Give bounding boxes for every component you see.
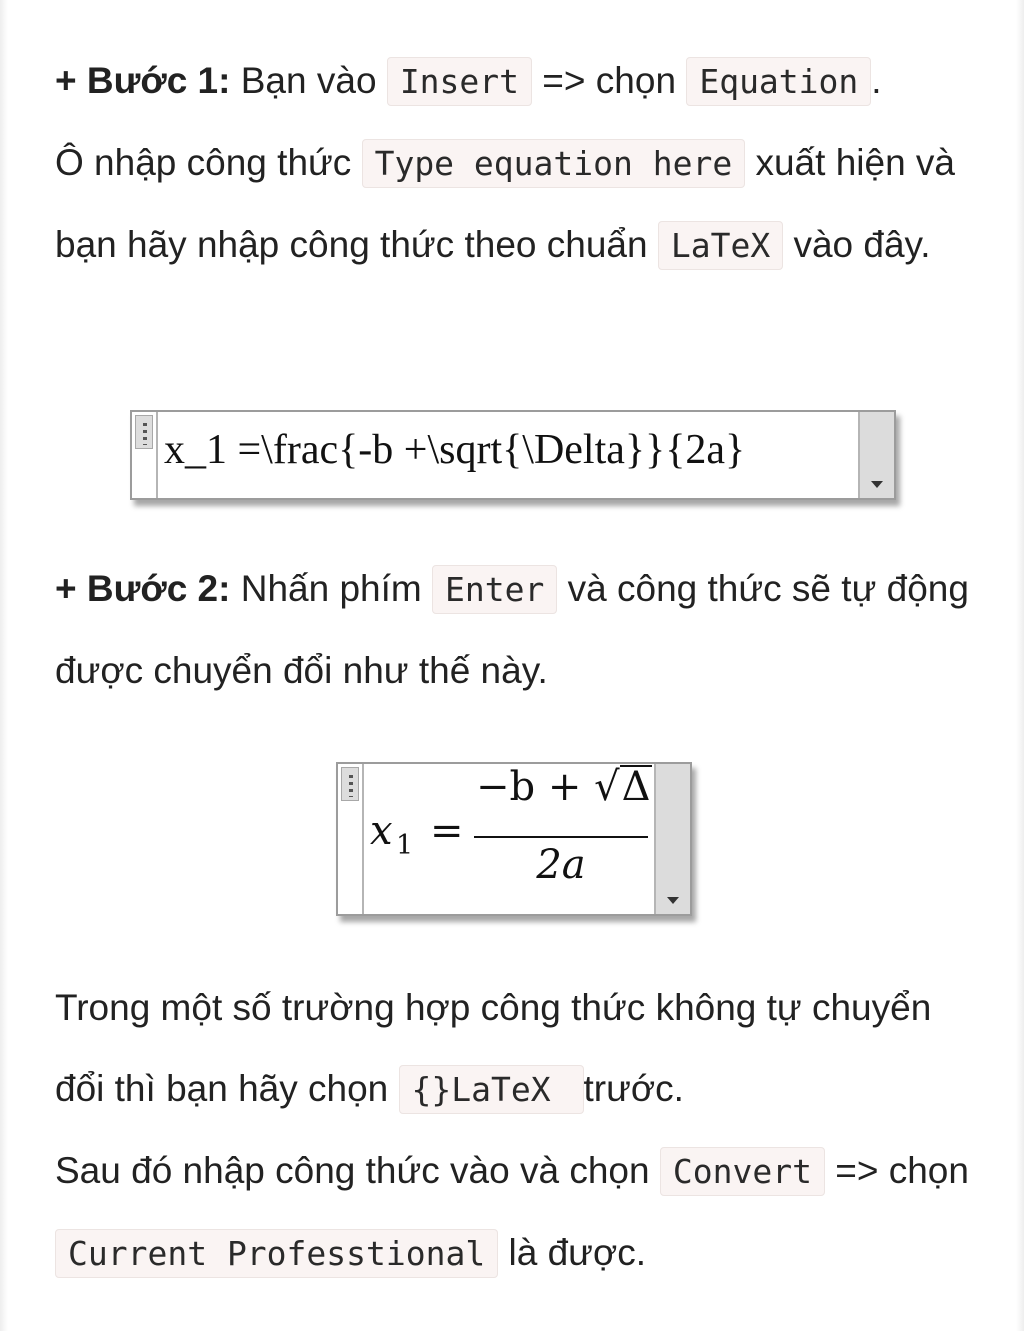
step1-text: vào đây. [783, 224, 931, 265]
step1-paragraph [55, 40, 980, 286]
step2-text: Nhấn phím [230, 568, 433, 609]
insert-code: Insert [387, 57, 532, 106]
latex-button-code: {}LaTeX [399, 1065, 584, 1114]
step1-text: . [871, 60, 882, 101]
page-left-edge [0, 0, 8, 1331]
equation-input-box[interactable] [130, 410, 896, 500]
step2-block [55, 548, 980, 711]
step2-paragraph [55, 548, 980, 711]
note-text: Sau đó nhập công thức vào và chọn [55, 1150, 660, 1191]
note-block [55, 967, 980, 1294]
drag-handle-icon[interactable] [135, 415, 153, 449]
fraction-bar [474, 836, 648, 838]
dropdown-arrow-icon [871, 481, 883, 488]
numerator-prefix: −b + √ [476, 764, 620, 810]
step2-text: và công thức sẽ tự động được chuyển đổi như thế này. [55, 568, 969, 691]
step1-text: Ô nhập công thức [55, 142, 362, 183]
note-text: => chọn [824, 1150, 969, 1191]
step1-label: + Bước 1: [55, 60, 231, 101]
equation-options-button[interactable] [654, 764, 690, 914]
step1-text: xuất hiện và bạn hãy nhập công thức theo chuẩn [55, 142, 956, 265]
formula-denominator: 2a [536, 842, 586, 888]
note-text: trước. [583, 1068, 684, 1109]
formula-variable: x [370, 808, 393, 854]
equation-code: Equation [686, 57, 871, 106]
note-text: Trong một số trường hợp công thức không tự chuyển đổi thì bạn hãy chọn [55, 987, 932, 1109]
equation-options-button[interactable] [858, 412, 894, 498]
rendered-equation-box[interactable] [336, 762, 692, 916]
formula-equals: = [430, 808, 464, 854]
formula-numerator [476, 764, 651, 810]
equation-grip[interactable] [132, 412, 158, 498]
convert-code: Convert [660, 1147, 825, 1196]
article-content [55, 40, 980, 286]
enter-code: Enter [432, 565, 557, 614]
sqrt-radicand: Δ [621, 764, 651, 810]
equation-grip[interactable] [338, 764, 364, 914]
step1-text: => chọn [532, 60, 687, 101]
note-paragraph [55, 967, 980, 1294]
drag-handle-icon[interactable] [341, 767, 359, 801]
note-text: là được. [498, 1232, 646, 1273]
latex-source-text[interactable]: x_1 =\frac{-b +\sqrt{\Delta}}{2a} [164, 427, 746, 473]
type-equation-code: Type equation here [362, 139, 746, 188]
step2-label: + Bước 2: [55, 568, 231, 609]
professional-code: Current Professtional [55, 1229, 498, 1278]
step1-text: Bạn vào [230, 60, 387, 101]
page-right-edge [1016, 0, 1024, 1331]
latex-code: LaTeX [658, 221, 783, 270]
formula-subscript: 1 [396, 830, 414, 861]
rendered-formula[interactable] [366, 764, 656, 914]
dropdown-arrow-icon [667, 897, 679, 904]
